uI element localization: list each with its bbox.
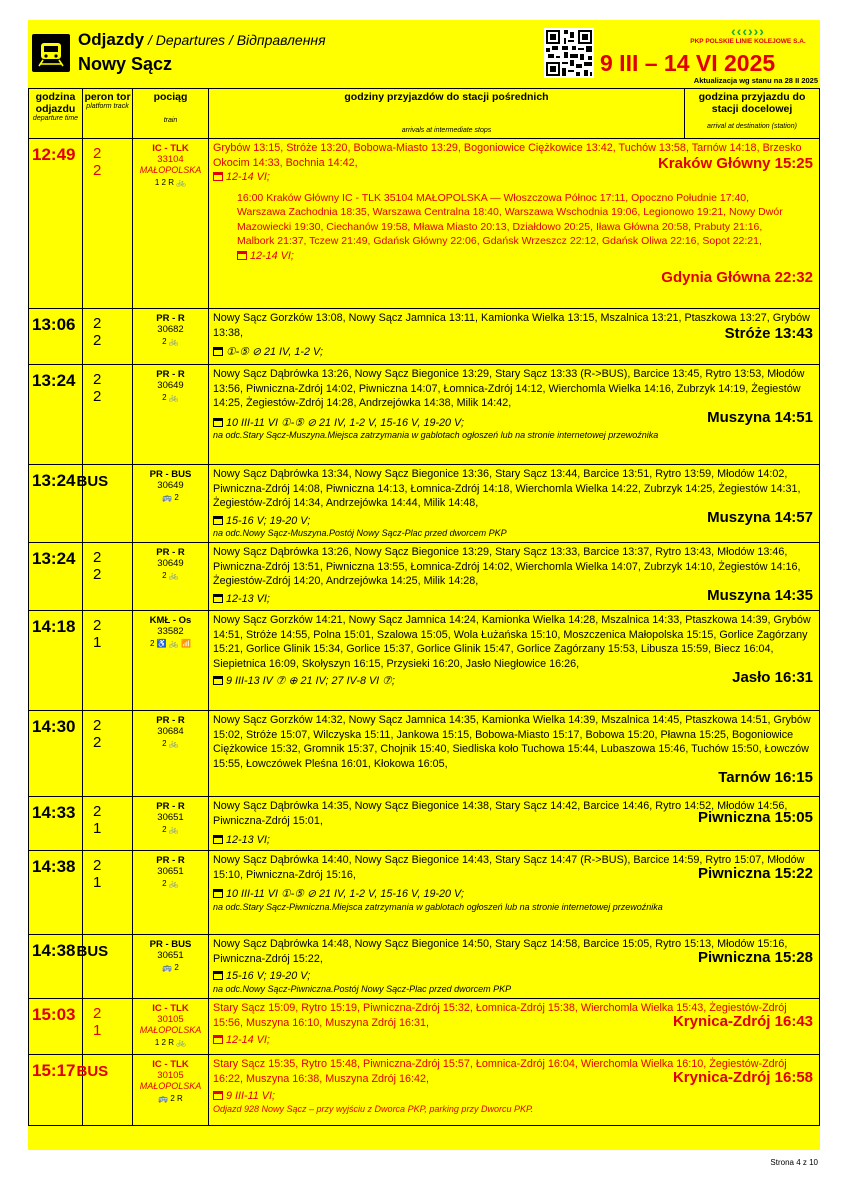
calendar-icon <box>213 347 223 356</box>
header <box>28 20 820 88</box>
intermediate-stops: Nowy Sącz Dąbrówka 13:26, Nowy Sącz Biegonice 13:29, Stary Sącz 13:33 (R->BUS), Barcice 13:45, Rytro 13:53, Młodów 13:56, Piwniczna-Zdrój 14:02, Piwniczna 14:07, Łomnica-Zdrój 14:12, Wierchomla Wielka 14:16, Zubrzyk 14:19, Żegiestów 14:25, Żegiestów-Zdrój 14:28, Andrzejówka 14:38, Milik 14:42, Muszyna 14:51 10 III-11 VI ①-⑤ ⊘ 21 IV, 1-2 V, 15-16 V, 19-20 V; na odc.Stary Sącz-Muszyna.Miejsca zatrzymania w gablotach ogłoszeń lub na stronie internetowej przewoźnika <box>213 368 813 440</box>
train-info: IC - TLK 30105 MAŁOPOLSKA 1 2 R 🚲 <box>133 999 209 1054</box>
intermediate-stops: Nowy Sącz Dąbrówka 14:35, Nowy Sącz Biegonice 14:38, Stary Sącz 14:42, Barcice 14:46, Rytro 14:52, Młodów 14:56, Piwniczna-Zdrój 15:01, Piwniczna 15:05 12-13 VI; <box>213 800 813 846</box>
departure-time: 13:06 <box>29 309 83 364</box>
col-train-header: pociąg train <box>133 89 209 138</box>
platform-track <box>83 935 133 998</box>
table-row <box>29 797 819 851</box>
train-info: PR - R 30684 2 🚲 <box>133 711 209 796</box>
calendar-icon <box>237 251 247 260</box>
platform-track <box>83 1055 133 1125</box>
table-row <box>29 543 819 611</box>
departures-table <box>28 88 820 1126</box>
service-icons: 1 2 R 🚲 <box>154 178 187 187</box>
destination: Jasło 16:31 <box>732 669 813 686</box>
calendar-icon <box>213 971 223 980</box>
intermediate-stops: Nowy Sącz Dąbrówka 13:34, Nowy Sącz Biegonice 13:36, Stary Sącz 13:44, Barcice 13:51, Rytro 13:59, Młodów 14:02, Piwniczna-Zdrój 14:08, Piwniczna 14:13, Łomnica-Zdrój 14:18, Wierchomla Wielka 14:22, Zubrzyk 14:25, Żegiestów 14:31, Żegiestów-Zdrój 14:34, Andrzejówka 14:44, Milik 14:48, Muszyna 14:57 15-16 V; 19-20 V; na odc.Nowy Sącz-Muszyna.Postój Nowy Sącz-Plac przed dworcem PKP <box>213 468 813 538</box>
train-info: PR - R 30682 2 🚲 <box>133 309 209 364</box>
destination: Piwniczna 15:28 <box>697 949 813 966</box>
train-info: PR - BUS 30651 🚌 2 <box>133 935 209 998</box>
train-info: PR - R 30651 2 🚲 <box>133 851 209 934</box>
train-info: PR - BUS 30649 🚌 2 <box>133 465 209 542</box>
calendar-icon <box>213 418 223 427</box>
calendar-icon <box>213 835 223 844</box>
platform-track <box>83 465 133 542</box>
connection-destination: Gdynia Główna 22:32 <box>661 269 813 286</box>
train-info: IC - TLK 33104 MAŁOPOLSKA 1 2 R 🚲 <box>133 139 209 308</box>
train-info: PR - R 30649 2 🚲 <box>133 543 209 610</box>
table-row <box>29 309 819 365</box>
calendar-icon <box>213 1035 223 1044</box>
table-row <box>29 1055 819 1125</box>
destination: Muszyna 14:35 <box>707 587 813 604</box>
platform-track: 2 1 <box>83 999 133 1054</box>
departure-time: 14:38BUS <box>29 935 83 998</box>
departure-time: 13:24 <box>29 365 83 464</box>
platform-track: 2 2 <box>83 543 133 610</box>
train-icon <box>32 34 70 72</box>
departure-time: 13:24 <box>29 543 83 610</box>
intermediate-stops: Grybów 13:15, Stróże 13:20, Bobowa-Miasto 13:29, Bogoniowice Ciężkowice 13:42, Tuchów 13:58, Tarnów 14:18, Brzesko Okocim 14:33, Bochnia 14:42, Kraków Główny 15:25 12-14 VI; 16:00 Kraków Główny IC - TLK 35104 MAŁOPOLSKA — Włoszczowa Północ 17:11, Opoczno Południe 17:40, Warszawa Zachodnia 18:35, Warszawa Centralna 18:40, Warszawa Wschodnia 19:06, Legionowo 19:21, Nowy Dwór Mazowiecki 19:30, Ciechanów 19:58, Mława Miasto 20:13, Działdowo 20:25, Iława Główna 20:58, Prabuty 21:16, Malbork 21:37, Tczew 21:49, Gdańsk Główny 22:06, Gdańsk Wrzeszcz 22:12, Gdańsk Oliwa 22:16, Sopot 22:21, Gdynia Główna 22:32 12-14 VI; <box>213 142 813 286</box>
intermediate-stops: Nowy Sącz Dąbrówka 14:48, Nowy Sącz Biegonice 14:50, Stary Sącz 14:58, Barcice 15:05, Rytro 15:13, Młodów 15:16, Piwniczna-Zdrój 15:22, Piwniczna 15:28 15-16 V; 19-20 V; na odc.Nowy Sącz-Piwniczna.Postój Nowy Sącz-Plac przed dworcem PKP <box>213 938 813 994</box>
col-stops-header: godziny przyjazdów do stacji pośrednich arrivals at intermediate stops <box>209 89 685 138</box>
departure-time: 15:03 <box>29 999 83 1054</box>
departure-time: 14:18 <box>29 611 83 710</box>
departure-time: 15:17BUS <box>29 1055 83 1125</box>
destination: Tarnów 16:15 <box>718 769 813 786</box>
table-row <box>29 465 819 543</box>
platform-track: 2 2 <box>83 711 133 796</box>
station-name: Nowy Sącz <box>78 54 173 74</box>
calendar-icon <box>213 889 223 898</box>
table-row <box>29 139 819 309</box>
calendar-icon <box>213 676 223 685</box>
col-departure-header: godzina odjazdu departure time <box>29 89 83 138</box>
platform-track: 2 1 <box>83 851 133 934</box>
platform-track: 2 2 <box>83 309 133 364</box>
destination: Piwniczna 15:05 <box>697 809 813 826</box>
departure-time: 13:24BUS <box>29 465 83 542</box>
platform-track: 2 2 <box>83 139 133 308</box>
destination: Kraków Główny 15:25 <box>657 155 813 172</box>
destination: Piwniczna 15:22 <box>697 865 813 882</box>
platform-track: 2 1 <box>83 611 133 710</box>
col-platform-header: peron tor platform track <box>83 89 133 138</box>
intermediate-stops: Stary Sącz 15:35, Rytro 15:48, Piwniczna-Zdrój 15:57, Łomnica-Zdrój 16:04, Wierchomla Wielka 16:10, Żegiestów-Zdrój 16:22, Muszyna 16:38, Muszyna Zdrój 16:42, Krynica-Zdrój 16:58 9 III-11 VI; Odjazd 928 Nowy Sącz – przy wyjściu z Dworca PKP, parking przy Dworcu PKP. <box>213 1058 813 1114</box>
intermediate-stops: Nowy Sącz Dąbrówka 14:40, Nowy Sącz Biegonice 14:43, Stary Sącz 14:47 (R->BUS), Barcice 14:59, Rytro 15:07, Młodów 15:10, Piwniczna-Zdrój 15:16, Piwniczna 15:22 10 III-11 VI ①-⑤ ⊘ 21 IV, 1-2 V, 15-16 V, 19-20 V; na odc.Stary Sącz-Piwniczna.Miejsca zatrzymania w gablotach ogłoszeń lub na stronie internetowej przewoźnika <box>213 854 813 912</box>
train-info: PR - R 30651 2 🚲 <box>133 797 209 850</box>
validity-period: 9 III – 14 VI 2025 <box>600 50 776 76</box>
train-info: IC - TLK 30105 MAŁOPOLSKA 🚌 2 R <box>133 1055 209 1125</box>
train-info: KMŁ - Os 33582 2 ♿ 🚲 📶 <box>133 611 209 710</box>
destination: Muszyna 14:51 <box>707 409 813 426</box>
page-title: Odjazdy / Departures / Відправлення <box>78 30 326 49</box>
table-row <box>29 935 819 999</box>
table-row <box>29 851 819 935</box>
platform-track: 2 1 <box>83 797 133 850</box>
calendar-icon <box>213 172 223 181</box>
table-row <box>29 711 819 797</box>
departure-time: 14:33 <box>29 797 83 850</box>
intermediate-stops: Stary Sącz 15:09, Rytro 15:19, Piwniczna-Zdrój 15:32, Łomnica-Zdrój 15:38, Wierchomla Wielka 15:43, Żegiestów-Zdrój 15:56, Muszyna 16:10, Muszyna Zdrój 16:31, Krynica-Zdrój 16:43 12-14 VI; <box>213 1002 813 1046</box>
intermediate-stops: Nowy Sącz Dąbrówka 13:26, Nowy Sącz Biegonice 13:29, Stary Sącz 13:33, Barcice 13:37, Rytro 13:43, Młodów 13:46, Piwniczna-Zdrój 13:51, Piwniczna 13:55, Łomnica-Zdrój 14:02, Wierchomla Wielka 14:07, Zubrzyk 14:10, Żegiestów 14:16, Żegiestów-Zdrój 14:20, Andrzejówka 14:25, Milik 14:28, Muszyna 14:35 12-13 VI; <box>213 546 813 605</box>
calendar-icon <box>213 1091 223 1100</box>
destination: Stróże 13:43 <box>724 325 813 342</box>
table-row <box>29 365 819 465</box>
destination: Krynica-Zdrój 16:58 <box>672 1069 813 1086</box>
update-date: Aktualizacja wg stanu na 28 II 2025 <box>693 76 818 85</box>
departure-time: 12:49 <box>29 139 83 308</box>
departure-time: 14:30 <box>29 711 83 796</box>
qr-code-icon[interactable] <box>544 28 594 78</box>
intermediate-stops: Nowy Sącz Gorzków 14:21, Nowy Sącz Jamnica 14:24, Kamionka Wielka 14:28, Mszalnica 14:33, Ptaszkowa 14:39, Grybów 14:51, Stróże 14:55, Polna 15:01, Szalowa 15:05, Wola Łużańska 15:10, Moszczenica Małopolska 15:15, Gorlice Zagórzany 15:21, Gorlice Glinik 15:34, Gorlice 15:37, Gorlice Glinik 15:47, Gorlice Zagórzany 15:53, Libusza 15:59, Biecz 16:04, Siepietnica 16:09, Skołyszyn 16:15, Przysieki 16:20, Jasło Niegłowice 16:26, Jasło 16:31 9 III-13 IV ⑦ ⊕ 21 IV; 27 IV-8 VI ⑦; <box>213 614 813 687</box>
intermediate-stops: Nowy Sącz Gorzków 13:08, Nowy Sącz Jamnica 13:11, Kamionka Wielka 13:15, Mszalnica 13:21, Ptaszkowa 13:27, Grybów 13:38, Stróże 13:43 ①-⑤ ⊘ 21 IV, 1-2 V; <box>213 312 813 358</box>
calendar-icon <box>213 516 223 525</box>
page-number: Strona 4 z 10 <box>770 1158 818 1167</box>
departure-time: 14:38 <box>29 851 83 934</box>
destination: Krynica-Zdrój 16:43 <box>672 1013 813 1030</box>
calendar-icon <box>213 594 223 603</box>
table-row <box>29 611 819 711</box>
destination: Muszyna 14:57 <box>707 509 813 526</box>
table-header <box>29 89 819 139</box>
timetable-sheet <box>28 20 820 1150</box>
connection-info: 16:00 Kraków Główny IC - TLK 35104 MAŁOPOLSKA — Włoszczowa Północ 17:11, Opoczno Południe 17:40, Warszawa Zachodnia 18:35, Warszawa Centralna 18:40, Warszawa Wschodnia 19:06, Legionowo 19:21, Nowy Dwór Mazowiecki 19:30, Ciechanów 19:58, Mława Miasto 20:13, Działdowo 20:25, Iława Główna 20:58, Prabuty 21:16, Malbork 21:37, Tczew 21:49, Gdańsk Główny 22:06, Gdańsk Wrzeszcz 22:12, Gdańsk Oliwa 22:16, Sopot 22:21, <box>237 191 783 247</box>
col-destination-header: godzina przyjazdu do stacji docelowej arrival at destination (station) <box>698 91 806 130</box>
platform-track: 2 2 <box>83 365 133 464</box>
operator-logo: ‹‹‹››› PKP POLSKIE LINIE KOLEJOWE S.A. <box>690 23 806 45</box>
table-row <box>29 999 819 1055</box>
train-info: PR - R 30649 2 🚲 <box>133 365 209 464</box>
intermediate-stops: Nowy Sącz Gorzków 14:32, Nowy Sącz Jamnica 14:35, Kamionka Wielka 14:39, Mszalnica 14:45, Ptaszkowa 14:51, Grybów 15:02, Stróże 15:07, Wilczyska 15:11, Jankowa 15:15, Bobowa-Miasto 15:17, Bobowa 15:20, Pławna 15:25, Bogoniowice Ciężkowice 15:32, Gromnik 15:37, Chojnik 15:40, Siedliska koło Tuchowa 15:44, Lubaszowa 15:46, Tuchów 15:50, Łowczów 15:55, Łowczówek Pleśna 16:01, Kłokowa 16:05, Tarnów 16:15 <box>213 714 813 786</box>
